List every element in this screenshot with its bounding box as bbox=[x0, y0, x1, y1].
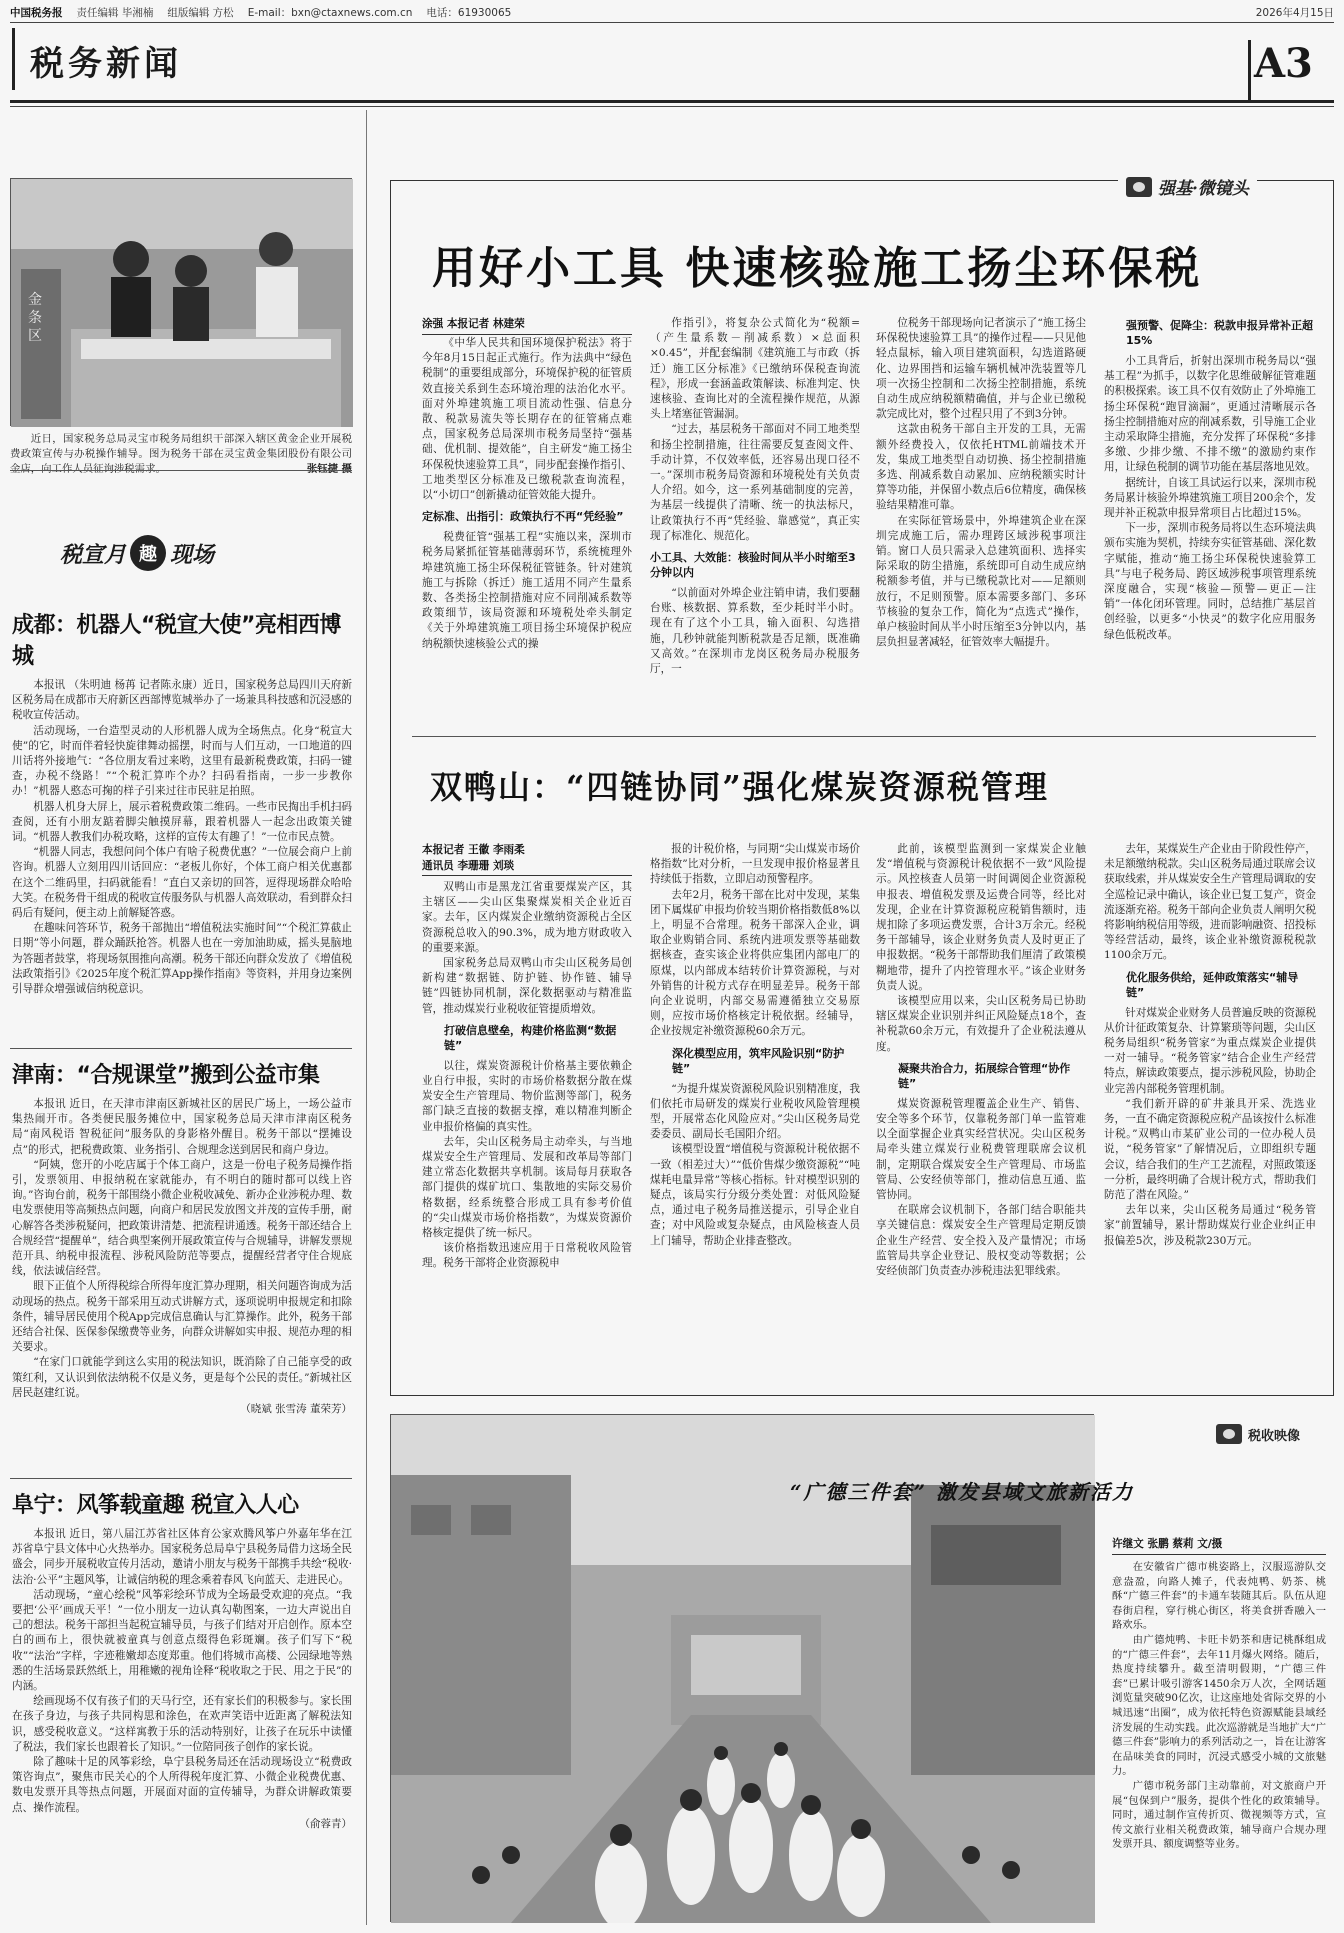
photo-feature-authors: 许继文 张鹏 蔡莉 文/摄 bbox=[1112, 1536, 1326, 1555]
camera-icon bbox=[1216, 1424, 1242, 1444]
paragraph: 本报讯 近日，第八届江苏省社区体育公家欢腾风筝户外嘉年华在江苏省阜宁县文体中心火热举办。国家税务总局阜宁县税务局借力这场全民盛会，同步开展税收宣传月活动，邀请小朋友与税务干部携手共绘“税收·法治·公平”主题风筝，让诚信纳税的理念乘着春风飞向蓝天、走进民心。 bbox=[12, 1528, 352, 1586]
article-chengdu bbox=[12, 608, 352, 997]
feature-subhead: 定标准、出指引：政策执行不再“凭经验” bbox=[422, 510, 624, 524]
paragraph: “机器人同志，我想问问个体户有啥子税费优惠？”一位展会商户上前咨询。机器人立刻用四川话回应：“老板儿你好，个体工商户相关优惠都在这个二维码里，扫码就能看！”直白又亲切的回答，逗得现场群众哈哈大笑。在税务骨干组成的税收宣传服务队与机器人高效联动，看到群众扫码后有疑问，便主动上前解疑答惑。 bbox=[12, 846, 352, 920]
paragraph: 针对煤炭企业财务人员普遍反映的资源税从价计征政策复杂、计算繁琐等问题，尖山区税务局组织“税务管家”为重点煤炭企业提供一对一辅导。“税务管家”结合企业生产经营特点，解读政策要点，提示涉税风险，协助企业完善内部税务管理机制。 bbox=[1104, 1006, 1316, 1095]
paragraph: 下一步，深圳市税务局将以生态环境法典颁布实施为契机，持续夯实征管基础、深化数字赋能，推动“施工扬尘环保税快速验算工具”与电子税务局、跨区域涉税事项管理系统深度融合，实现“核验—预警—更正—注销”一体化闭环管理。同时，总结推广基层首创经验，以更多“小快灵”的数字化应用服务绿色低税改革。 bbox=[1104, 522, 1316, 641]
coal-subhead: 优化服务供给，延伸政策落实“辅导链” bbox=[1126, 970, 1299, 999]
paragraph: 活动现场，一台造型灵动的人形机器人成为全场焦点。化身“税宣大使”的它，时而伴着轻快旋律舞动摇摆，时而与人们互动，一口地道的四川话将外接地气：“各位朋友看过来哟，这里有最新税费政策，扫码一键查，办税不绕路！”“个税汇算咋个办？扫码看指南，一步一步教你办！”机器人憨态可掬的样子引来过往市民驻足拍照。 bbox=[12, 724, 352, 798]
column-divider bbox=[366, 110, 367, 1925]
photo-author: 张钰捷 摄 bbox=[306, 463, 352, 475]
paragraph: 小工具背后，折射出深圳市税务局以“强基工程”为抓手，以数字化思维破解征管难题的积极探索。该工具不仅有效防止了外埠施工扬尘环保税“跑冒滴漏”，更通过清晰展示各扬尘控制措施对应的削减系数，引导施工企业主动采取降尘措施，充分发挥了环保税“多排多缴、少排少缴、不排不缴”的激励约束作用，让绿色税制的调节功能在基层落地见效。 bbox=[1104, 355, 1316, 474]
paragraph: “在家门口就能学到这么实用的税法知识，既消除了自己能享受的政策红利，又认识到依法纳税不仅是义务，更是每个公民的责任。”新城社区居民赵建红说。 bbox=[12, 1356, 352, 1399]
column-logo-right: 现场 bbox=[170, 542, 215, 568]
feature-col-3 bbox=[876, 316, 1086, 650]
article-jinnan-title: 津南：“合规课堂”搬到公益市集 bbox=[12, 1063, 320, 1088]
masthead-strip bbox=[10, 4, 1334, 20]
feature-title: 用好小工具 快速核验施工扬尘环保税 bbox=[432, 243, 1203, 294]
paragraph: 绘画现场不仅有孩子们的天马行空，还有家长们的积极参与。家长围在孩子身边，与孩子共同构思和涂色，在欢声笑语中近距离了解税法知识，感受税收意义。“这样寓教于乐的活动特别好，让孩子在玩乐中读懂了税法，我们家长也跟着长了知识。”一位陪同孩子创作的家长说。 bbox=[12, 1695, 352, 1753]
page-number: A3 bbox=[1254, 40, 1313, 87]
paragraph: 机器人机身大屏上，展示着税费政策二维码。一些市民掏出手机扫码查阅，还有小朋友踮着脚尖触摸屏幕，跟着机器人一起念出政策关键词。“机器人教我们办税攻略，这样的宣传太有趣了！”一位市民点赞。 bbox=[12, 800, 352, 844]
coal-subhead: 深化模型应用，筑牢风险识别“防护链” bbox=[672, 1046, 845, 1075]
paragraph: 活动现场，“童心绘税”风筝彩绘环节成为全场最受欢迎的亮点。“我要把‘公平’画成天平！”一位小朋友一边认真勾勒图案，一边大声说出自己的想法。税务干部担当起税宣辅导员，与孩子们结对开启创作。原本空白的画布上，很快就被童真与创意点缀得色彩斑斓。孩子们写下“税收”“法治”字样，字迹稚嫩却态度郑重。他们将城市高楼、公园绿地等熟悉的生活场景跃然纸上，用稚嫩的视角诠释“税收取之于民、用之于民”的内涵。 bbox=[12, 1588, 352, 1693]
article-funing-sign: （俞蓉青） bbox=[299, 1817, 352, 1830]
section-title: 税务新闻 bbox=[30, 44, 182, 84]
paragraph: 除了趣味十足的风筝彩绘，阜宁县税务局还在活动现场设立“税费政策咨询点”，聚焦市民关心的个人所得税年度汇算、小微企业税费优惠、数电发票开具等热点问题，开展面对面的宣传辅导，为群众讲解政策要点、操作流程。 bbox=[12, 1756, 352, 1814]
gold-zone-sign: 金条区 bbox=[28, 292, 42, 344]
paragraph: 本报讯 近日，在天津市津南区新城社区的居民广场上，一场公益市集热闹开市。各类便民服务摊位中，国家税务总局天津市津南区税务局“南风税语 智税征问”服务队的身影格外醒目。税务干部以“摆摊设点”的形式，把税费政策、业务指引、合规理念送到居民和商户身边。 bbox=[12, 1098, 352, 1156]
coal-col-1 bbox=[422, 880, 632, 1272]
paragraph: 广德市税务部门主动靠前，对文旅商户开展“包保到户”服务，提供个性化的政策辅导。同时，通过制作宣传折页、微视频等方式，宣传文旅行业相关税费政策，辅导商户合规办理发票开具、额度调整等业务。 bbox=[1112, 1779, 1326, 1851]
article-rule bbox=[10, 1478, 352, 1479]
email: E-mail：bxn@ctaxnews.com.cn bbox=[247, 6, 413, 19]
paragraph: 在趣味问答环节，税务干部抛出“增值税法实施时间”“个税汇算截止日期”等小问题，群众踊跃抢答。机器人也在一旁加油助威，摇头晃脑地为答题者鼓掌，将现场氛围推向高潮。税务干部还向群众发放了《增值税法政策指引》《2025年度个税汇算App操作指南》等资料，并用身边案例引导群众增强诚信纳税意识。 bbox=[12, 922, 352, 996]
paragraph: 据统计，自该工具试运行以来，深圳市税务局累计核验外埠建筑施工项目200余个，发现并补正税款申报异常项目占比超过15%。 bbox=[1104, 476, 1316, 520]
feature-col-1 bbox=[422, 336, 632, 652]
coal-col-3 bbox=[876, 842, 1086, 1279]
photo-feature-badge-text: 税收映像 bbox=[1248, 1428, 1301, 1444]
paragraph: 去年，尖山区税务局主动牵头，与当地煤炭安全生产管理局、发展和改革局等部门建立常态化数据共享机制。该局每月获取各部门提供的煤矿坑口、集散地的实际交易价格数据，经系统整合形成工具有参考价值的“尖山煤炭市场价格指数”，为煤炭资源价格核定提供了统一标尺。 bbox=[422, 1135, 632, 1240]
feature-subhead: 强预警、促降尘：税款申报异常补正超15% bbox=[1126, 319, 1313, 347]
article-jinnan-sign: （晓斌 张雪涛 董荣芳） bbox=[240, 1403, 352, 1416]
feature-badge bbox=[1118, 174, 1257, 199]
paragraph: 眼下正值个人所得税综合所得年度汇算办理期，相关问题咨询成为活动现场的热点。税务干部采用互动式讲解方式，逐项说明申报规定和扣除条件，辅导居民使用个税App完成信息确认与汇算操作。此外，税务干部还结合社保、医保参保缴费等业务，向群众讲解如实申报、规范办理的相关要求。 bbox=[12, 1280, 352, 1354]
header-rule-thin bbox=[10, 106, 1334, 107]
gold-store-photo bbox=[10, 178, 352, 426]
feature-badge-text: 强基·微镜头 bbox=[1158, 179, 1249, 199]
paragraph: 作指引》，将复杂公式简化为“税额=（产生量系数－削减系数）×总面积×0.45”，并配套编制《建筑施工与市政（拆迁）施工区分标准》《已缴纳环保税查询流程》，形成一套涵盖政策解读、标准判定、快速核验、查询比对的全流程操作规范，从源头上堵塞征管漏洞。 bbox=[650, 317, 860, 421]
header-rule bbox=[10, 100, 1334, 103]
caption-rule bbox=[10, 470, 352, 471]
gold-store-illustration bbox=[11, 179, 353, 427]
paragraph: “为提升煤炭资源税风险识别精准度，我们依托市局研发的煤炭行业税收风险管理模型，开展常态化风险应对。”尖山区税务局党委委员、副局长毛国阳介绍。 bbox=[650, 1082, 860, 1141]
coal-title: 双鸭山：“四链协同”强化煤炭资源税管理 bbox=[430, 768, 1049, 806]
editor: 责任编辑 毕湘楠 bbox=[76, 6, 154, 19]
article-rule bbox=[10, 1048, 352, 1049]
paragraph: 税费征管“强基工程”实施以来，深圳市税务局紧抓征管基础薄弱环节，系统梳理外埠建筑施工扬尘环保税征管链条。针对建筑施工与拆除（拆迁）施工适用不同产生量系数、各类扬尘控制措施对应不同削减系数等政策细节，该局资源和环境税处牵头制定《关于外埠建筑施工项目扬尘环境保护税应纳税额快速核验公式的操 bbox=[422, 531, 632, 650]
page-number-frame bbox=[1248, 40, 1334, 100]
photo-feature-badge bbox=[1216, 1424, 1300, 1444]
photo-feature-text bbox=[1112, 1560, 1326, 1852]
paragraph: 去年以来，尖山区税务局通过“税务管家”前置辅导，累计帮助煤炭行业企业纠正申报偏差5次，涉及税款230万元。 bbox=[1104, 1204, 1316, 1247]
paragraph: “我们新开辟的矿井兼具开采、洗选业务，一直不确定资源税应税产品该按什么标准计税。”双鸭山市某矿业公司的一位办税人员说，“税务管家”了解情况后，立即组织专题会议，结合我们的生产工艺流程，对照政策逐一分析，最终明确了合规计税方式，帮助我们防范了潜在风险。” bbox=[1104, 1097, 1316, 1202]
coal-byline-2: 通讯员 李珊珊 刘琰 bbox=[422, 858, 632, 876]
paragraph: “阿姨，您开的小吃店属于个体工商户，这是一份电子税务局操作指引，发票领用、申报纳税在家就能办，有不明白的随时都可以线上咨询。”咨询台前，税务干部围绕小微企业税收减免、新办企业涉税办理、数电发票使用等高频热点问题，向商户和居民发放图文并茂的宣传手册，耐心解答各类涉税疑问，把政策讲清楚、把流程讲通透。税务干部还结合上合规经营“提醒单”，结合典型案例开展政策宣传与合规辅导，讲解发票规范开具、纳税申报流程、涉税风险防范等要点，提醒经营者守住合规底线，依法诚信经营。 bbox=[12, 1158, 352, 1278]
paragraph: 在联席会议机制下，各部门结合职能共享关键信息：煤炭安全生产管理局定期反馈企业生产经营、安全投入及产量情况；市场监管局共享企业登记、股权变动等数据；公安经侦部门负责查办涉税违法犯罪线索。 bbox=[876, 1204, 1086, 1278]
feature-col-2 bbox=[650, 316, 860, 677]
paragraph: 在实际征管场景中，外埠建筑企业在深圳完成施工后，需办理跨区域涉税事项注销。窗口人员只需录入总建筑面积、选择实际采取的防尘措施，系统即可自动生成应纳税额参考值，并与已缴税款比对——足额则放行，不足则预警。原本需要多部门、多环节核验的复杂工作，简化为“点选式”操作，单户核验时间从半小时压缩至3分钟以内，基层负担显著减轻，征管效率大幅提升。 bbox=[876, 514, 1086, 649]
paragraph: 该模型应用以来，尖山区税务局已协助辖区煤炭企业识别并纠正风险疑点18个，查补税款60余万元，有效提升了企业税法遵从度。 bbox=[876, 995, 1086, 1053]
paragraph: 国家税务总局双鸭山市尖山区税务局创新构建“数据链、防护链、协作链、辅导链”四链协同机制，深化数据驱动与精准监管，推动煤炭行业税收征管提质增效。 bbox=[422, 957, 632, 1015]
paragraph: 在安徽省广德市桃姿路上，汉服巡游队交意盎盈，向路人摊子，代表炖鸭、奶茶、桃酥“广德三件套”的卡通车装随其后。队伍从迎春街启程，穿行桃心街区，将美食拼香融入一路欢乐。 bbox=[1112, 1561, 1326, 1632]
column-logo-mid: 趣 bbox=[130, 535, 166, 571]
film-icon bbox=[1126, 177, 1152, 197]
issue-date: 2026年4月15日 bbox=[1255, 6, 1334, 19]
layout-editor: 组版编辑 方松 bbox=[167, 6, 234, 19]
article-jinnan bbox=[12, 1058, 352, 1416]
feature-byline: 涂强 本报记者 林建荣 bbox=[422, 316, 632, 335]
paragraph: 该价格指数迅速应用于日常税收风险管理。税务干部将企业资源税申 bbox=[422, 1242, 632, 1270]
photo-caption-text: 近日，国家税务总局灵宝市税务局组织干部深入辖区黄金企业开展税费政策宣传与办税操作辅导。图为税务干部在灵宝黄金集团股份有限公司金店，向工作人员征询涉税需求。 bbox=[10, 433, 352, 475]
article-chengdu-title: 成都：机器人“税宣大使”亮相西博城 bbox=[12, 613, 341, 669]
paragraph: 以往，煤炭资源税计价格基主要依赖企业自行申报，实时的市场价格数据分散在煤炭安全生产管理局、物价监测等部门，税务部门缺乏直接的数据支撑，难以精准判断企业申报价格偏的真实性。 bbox=[422, 1059, 632, 1133]
article-funing-title: 阜宁：风筝载童趣 税宣入人心 bbox=[12, 1493, 299, 1518]
paragraph: “过去，基层税务干部面对不同工地类型和扬尘控制措施，往往需要反复查阅文件、手动计算，不仅效率低，还容易出现口径不一。”深圳市税务局资源和环境税处有关负责人介绍。如今，这一系列基础制度的完善，为基层一线提供了清晰、统一的执法标尺，让政策执行不再“凭经验、靠感觉”，真正实现了标准化、规范化。 bbox=[650, 423, 860, 542]
coal-col-2 bbox=[650, 842, 860, 1249]
paragraph: 位税务干部现场向记者演示了“施工扬尘环保税快速验算工具”的操作过程——只见他轻点鼠标，输入项目建筑面积，勾选道路硬化、边界围挡和运输车辆机械冲洗装置等几项一次扬尘控制和二次扬尘控制措施，系统自动生成应纳税额精确值，并与企业已缴税款完成比对，整个过程只用了不到3分钟。 bbox=[876, 317, 1086, 421]
paragraph: 去年2月，税务干部在比对中发现，某集团下属煤矿申报均价较当期价格指数低8%以上，明显不合常理。税务干部深入企业，调取企业购销合同、系统内进项发票等基础数据核查，查实该企业将供应集团内部电厂的原煤，以内部成本结转价计算资源税，与对外销售的计税方式存在明显差异。税务干部向企业说明，内部交易需遵循独立交易原则，应按市场价格核定计税依据。经辅导，企业按规定补缴资源税60余万元。 bbox=[650, 888, 860, 1038]
article-funing bbox=[12, 1488, 352, 1831]
column-logo-left: 税宣月 bbox=[60, 542, 127, 568]
paragraph: 此前，该模型监测到一家煤炭企业触发“增值税与资源税计税依据不一致”风险提示。风控核查人员第一时间调阅企业资源税申报表、增值税发票及运费合同等，经比对发现，企业在计算资源税应税销售额时，违规扣除了多项运费发票，合计3万余元。经税务干部辅导，该企业财务负责人及时更正了申报数据。“税务干部帮助我们厘清了政策模糊地带，提升了内控管理水平。”该企业财务负责人说。 bbox=[876, 843, 1086, 992]
paragraph: “以前面对外埠企业注销申请，我们要翻台账、核数据、算系数，至少耗时半小时。现在有了这个小工具，输入面积、勾选措施，几秒钟就能判断税款是否足额，既准确又高效。”在深圳市龙岗区税务局办税服务厅，一 bbox=[650, 587, 860, 676]
coal-byline-1: 本报记者 王徽 李雨柔 bbox=[422, 844, 525, 856]
paper-name: 中国税务报 bbox=[10, 6, 63, 19]
strip-rule bbox=[10, 22, 1334, 23]
coal-col-4 bbox=[1104, 842, 1316, 1249]
paragraph: 该模型设置“增值税与资源税计税依据不一致（相差过大）”“低价售煤少缴资源税”“吨煤耗电量异常”等核心指标。针对模型识别的疑点，该局实行分级分类处置：对低风险疑点，通过电子税务局推送提示，引导企业自查；对中风险或复杂疑点，由风险核查人员上门辅导，帮助企业排查整改。 bbox=[650, 1143, 860, 1247]
phone: 电话：61930065 bbox=[426, 6, 512, 19]
paragraph: 这款由税务干部自主开发的工具，无需额外经费投入，仅依托HTML前端技术开发，集成工地类型自动切换、扬尘控制措施多选、削减系数自动累加、应纳税额实时计算等功能，并保留小数点后6位精度，确保核验结果精准可靠。 bbox=[876, 423, 1086, 512]
paragraph: 去年，某煤炭生产企业由于阶段性停产，未足额缴纳税款。尖山区税务局通过联席会议获取线索，并从煤炭安全生产管理局调取的安全巡检记录中确认，该企业已复工复产，资金流逐渐充裕。税务干部向企业负责人阐明欠税将影响纳税信用等级，进而影响融资、招投标等经营活动，最终，该企业补缴资源税税款1100余万元。 bbox=[1104, 843, 1316, 962]
column-logo bbox=[60, 530, 300, 576]
paragraph: 本报讯 （朱明迪 杨苒 记者陈永康）近日，国家税务总局四川天府新区税务局在成都市天府新区西部博览城举办了一场兼具科技感和沉浸感的税收宣传活动。 bbox=[12, 679, 352, 722]
coal-subhead: 凝聚共治合力，拓展综合管理“协作链” bbox=[898, 1061, 1071, 1090]
feature-subhead: 小工具、大效能：核验时间从半小时缩至3分钟以内 bbox=[650, 551, 856, 580]
feature-col-4 bbox=[1104, 318, 1316, 643]
paragraph: 《中华人民共和国环境保护税法》将于今年8月15日起正式施行。作为法典中“绿色税制”的重要组成部分，环境保护税的征管质效直接关系到生态环境治理的法治化水平。面对外埠建筑施工项目流动性强、信息分散、税款易流失等长期存在的征管痛点难点，国家税务总局深圳市税务局坚持“强基础、优机制、提效能”，自主研发“施工扬尘环保税快速验算工具”，同步配套操作指引、工地类型区分标准及已缴税款查询流程，以“小切口”创新撬动征管效能大提升。 bbox=[422, 337, 632, 502]
coal-subhead: 打破信息壁垒，构建价格监测“数据链” bbox=[444, 1023, 617, 1052]
paragraph: 煤炭资源税管理覆盖企业生产、销售、安全等多个环节，仅靠税务部门单一监管难以全面掌握企业真实经营状况。尖山区税务局牵头建立煤炭行业税费管理联席会议机制，定期联合煤炭安全生产管理局、市场监管局、公安经侦等部门，推动信息互通、监管协同。 bbox=[876, 1097, 1086, 1202]
paragraph: 报的计税价格，与同期“尖山煤炭市场价格指数”比对分析，一旦发现申报价格显著且持续低于指数，立即启动预警程序。 bbox=[650, 843, 860, 886]
paragraph: 双鸭山市是黑龙江省重要煤炭产区，其主辖区——尖山区集聚煤炭相关企业近百家。去年，区内煤炭企业缴纳资源税占全区资源税总收入的90.3%，成为地方财政收入的重要来源。 bbox=[422, 881, 632, 954]
photo-feature-title: “广德三件套” 激发县域文旅新活力 bbox=[790, 1480, 1134, 1504]
paragraph: 由广德炖鸭、卡旺卡奶茶和唐记桃酥组成的“广德三件套”，去年11月爆火网络。随后，热度持续攀升。截至清明假期，“广德三件套”已累计吸引游客1450余万人次，全网话题浏览量突破90亿次，让这座地处省际交界的小城迅速“出圈”，成为依托特色资源赋能县域经济发展的生动实践。此次巡游就是当地扩大“广德三件套”影响力的系列活动之一，旨在让游客在品味美食的同时，沉浸式感受小城的文旅魅力。 bbox=[1112, 1633, 1326, 1778]
feature-rule bbox=[412, 736, 1316, 737]
